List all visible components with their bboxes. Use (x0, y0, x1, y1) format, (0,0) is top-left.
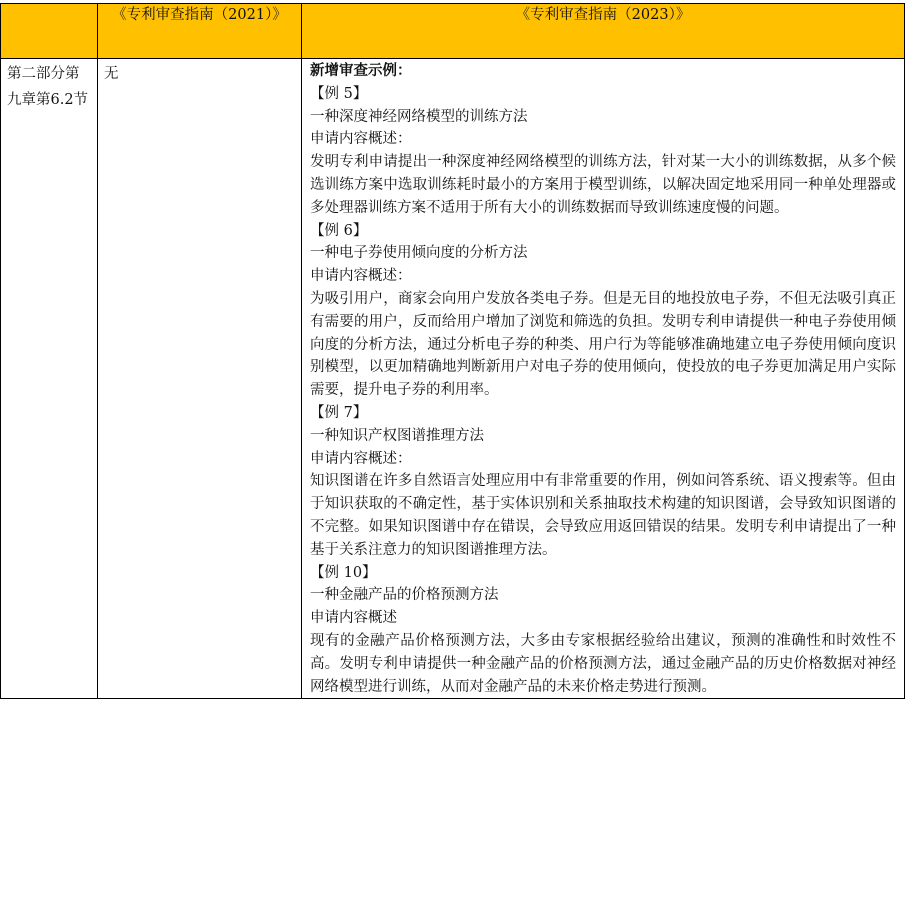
example-block (310, 83, 896, 220)
summary-label: 申请内容概述： (310, 268, 412, 285)
summary-label: 申请内容概述 (310, 610, 397, 627)
summary-text: 现有的金融产品价格预测方法，大多由专家根据经验给出建议，预测的准确性和时效性不高。发明专利申请提供一种金融产品的价格预测方法，通过金融产品的历史价格数据对神经网络模型进行训练，从而对金融产品的未来价格走势进行预测。 (310, 632, 896, 695)
example-label: 【例 7】 (310, 404, 368, 421)
comparison-table (0, 3, 905, 699)
header-old-version: 《专利审查指南（2021）》 (98, 4, 302, 59)
example-block (310, 562, 896, 699)
section-reference: 第二部分第九章第6.2节 (1, 59, 98, 699)
example-name: 一种金融产品的价格预测方法 (310, 587, 499, 604)
summary-text: 发明专利申请提出一种深度神经网络模型的训练方法，针对某一大小的训练数据，从多个候选训练方案中选取训练耗时最小的方案用于模型训练，以解决固定地采用同一种单处理器或多处理器训练方案不适用于所有大小的训练数据而导致训练速度慢的问题。 (310, 154, 896, 216)
example-label: 【例 10】 (310, 564, 377, 581)
content-row (1, 59, 905, 699)
header-row (1, 4, 905, 59)
summary-text: 为吸引用户，商家会向用户发放各类电子券。但是无目的地投放电子券，不但无法吸引真正有需要的用户，反而给用户增加了浏览和筛选的负担。发明专利申请提供一种电子券使用倾向度的分析方法，通过分析电子券的种类、用户行为等能够准确地建立电子券使用倾向度识别模型，以更加精确地判断新用户对电子券的使用倾向，使投放的电子券更加满足用户实际需要，提升电子券的利用率。 (310, 290, 896, 399)
example-block (310, 402, 896, 562)
header-new-version: 《专利审查指南（2023）》 (302, 4, 905, 59)
example-label: 【例 5】 (310, 85, 368, 102)
example-name: 一种深度神经网络模型的训练方法 (310, 108, 528, 125)
old-content: 无 (98, 59, 302, 699)
new-content (302, 59, 905, 699)
summary-label: 申请内容概述： (310, 131, 412, 148)
summary-label: 申请内容概述： (310, 450, 412, 467)
example-block (310, 220, 896, 402)
new-title: 新增审查示例： (310, 62, 412, 79)
example-name: 一种知识产权图谱推理方法 (310, 427, 484, 444)
example-name: 一种电子券使用倾向度的分析方法 (310, 245, 528, 262)
example-label: 【例 6】 (310, 222, 368, 239)
header-corner-cell (1, 4, 98, 59)
summary-text: 知识图谱在许多自然语言处理应用中有非常重要的作用，例如问答系统、语义搜索等。但由于知识获取的不确定性，基于实体识别和关系抽取技术构建的知识图谱，会导致知识图谱的不完整。如果知识图谱中存在错误，会导致应用返回错误的结果。发明专利申请提出了一种基于关系注意力的知识图谱推理方法。 (310, 473, 896, 558)
